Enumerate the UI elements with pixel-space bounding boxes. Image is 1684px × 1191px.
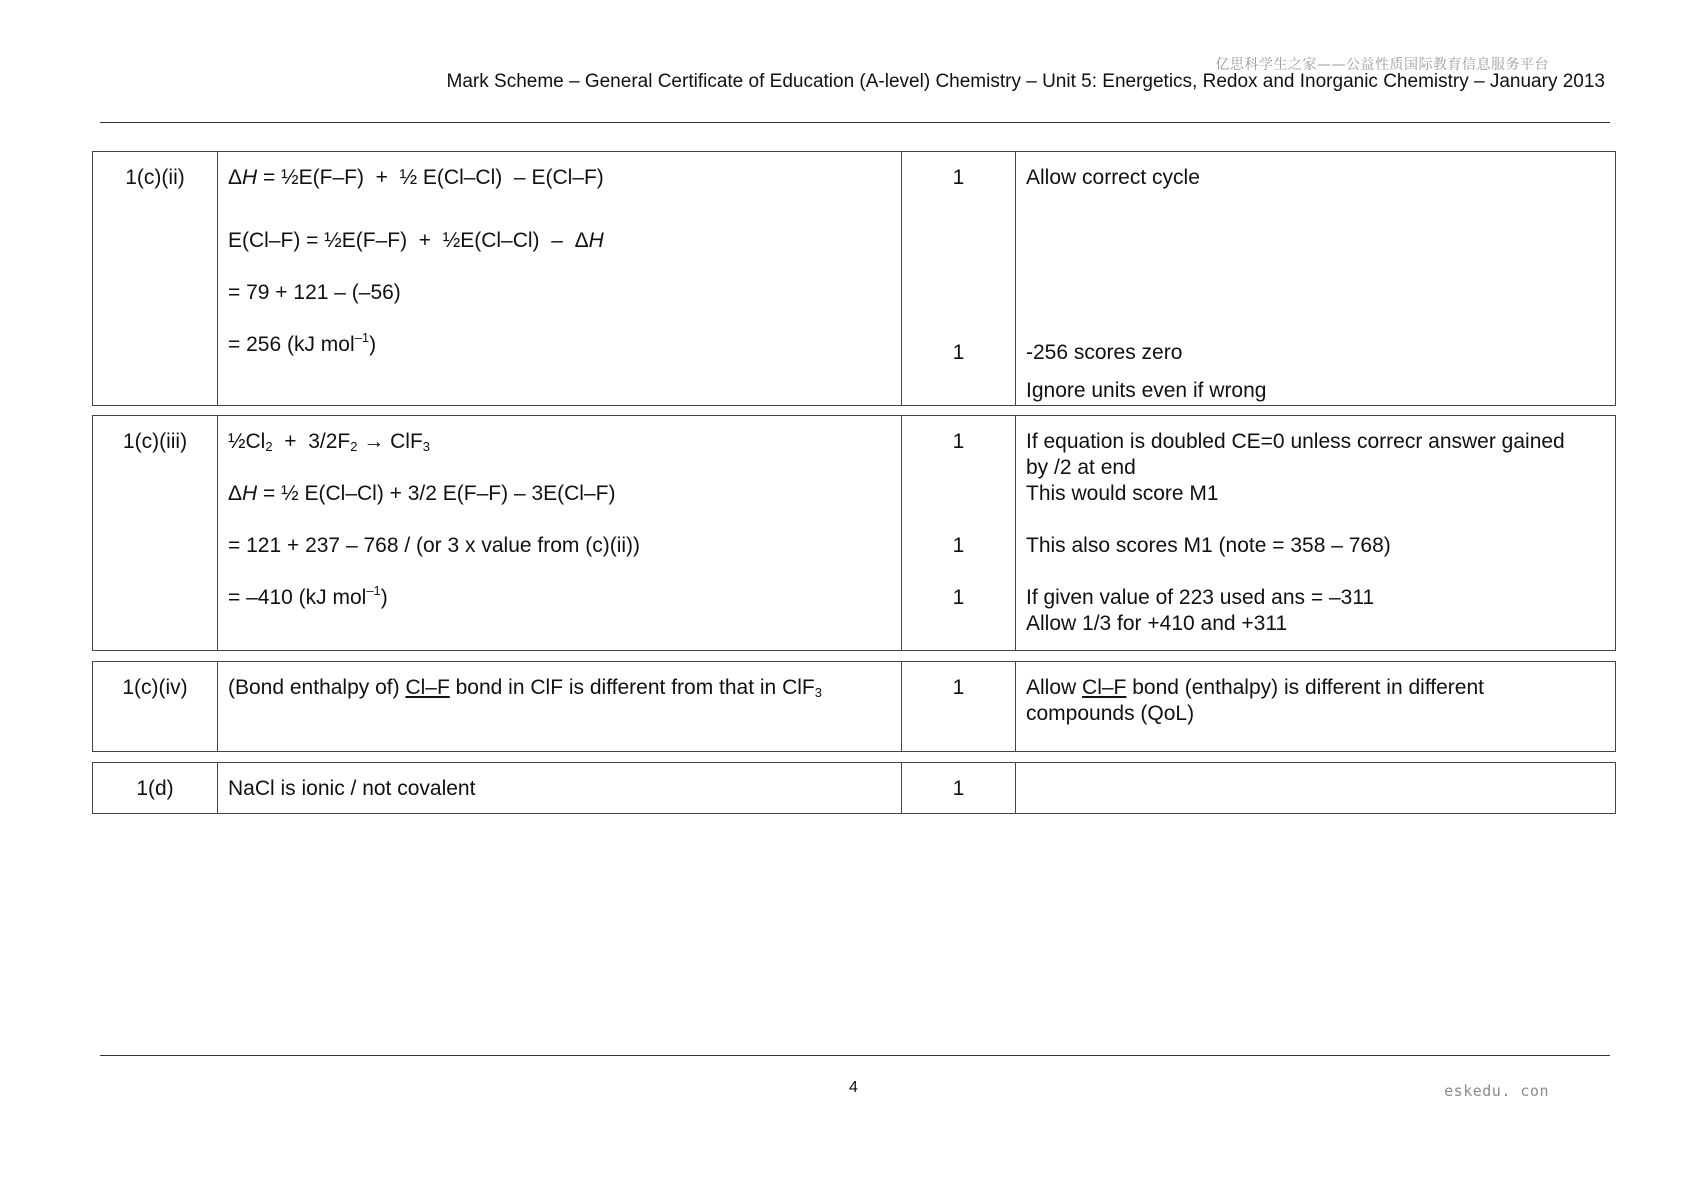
question-number: 1(d) xyxy=(136,777,174,800)
mark-scheme-table-1d xyxy=(92,762,1616,814)
marks-cell xyxy=(901,416,1015,650)
comment-line: Allow correct cycle xyxy=(1026,166,1200,189)
marks-cell xyxy=(901,763,1015,813)
watermark-top: 亿思科学生之家——公益性质国际教育信息服务平台 xyxy=(1215,57,1549,73)
question-number: 1(c)(iii) xyxy=(122,430,188,453)
watermark-bottom: eskedu. con xyxy=(1444,1082,1549,1100)
mark-value: 1 xyxy=(952,586,965,609)
page-header-title: Mark Scheme – General Certificate of Education (A-level) Chemistry – Unit 5: Energetics, Redox and Inorganic Chemistry – January 2013 xyxy=(446,71,1605,92)
comment-line: This also scores M1 (note = 358 – 768) xyxy=(1026,534,1391,557)
footer-divider xyxy=(100,1055,1610,1056)
question-number: 1(c)(ii) xyxy=(125,166,185,189)
answer-line: ΔH = ½E(F–F) + ½ E(Cl–Cl) – E(Cl–F) xyxy=(228,166,604,189)
mark-value: 1 xyxy=(952,676,965,699)
comments-cell xyxy=(1015,152,1615,405)
mark-scheme-table-1c-iii xyxy=(92,415,1616,651)
comments-cell xyxy=(1015,763,1615,813)
comment-line: -256 scores zero xyxy=(1026,341,1183,364)
comments-cell xyxy=(1015,416,1615,650)
comment-line: This would score M1 xyxy=(1026,482,1219,505)
marks-cell xyxy=(901,662,1015,751)
question-number: 1(c)(iv) xyxy=(122,676,188,699)
mark-value: 1 xyxy=(952,430,965,453)
mark-scheme-table-1c-ii xyxy=(92,151,1616,406)
comments-cell xyxy=(1015,662,1615,751)
header-divider xyxy=(100,122,1610,123)
comment-line: Allow Cl–F bond (enthalpy) is different in different xyxy=(1026,676,1484,699)
answer-cell xyxy=(217,763,901,813)
comment-line: Ignore units even if wrong xyxy=(1026,379,1267,402)
answer-line: = –410 (kJ mol$^{-1}$) xyxy=(228,583,388,609)
answer-cell xyxy=(217,152,901,405)
comment-line: If equation is doubled CE=0 unless correcr answer gained xyxy=(1026,430,1565,453)
answer-cell xyxy=(217,416,901,650)
mark-value: 1 xyxy=(952,166,965,189)
mark-value: 1 xyxy=(952,534,965,557)
answer-line: (Bond enthalpy of) Cl–F bond in ClF is different from that in ClF$_3$ xyxy=(228,676,822,700)
answer-line: $\frac{1}{2}Cl_2 + 3/2F_2 \to ClF_3$ xyxy=(228,430,431,454)
comment-line: compounds (QoL) xyxy=(1026,702,1195,725)
answer-line: = 121 + 237 – 768 / (or 3 x value from (c)(ii)) xyxy=(228,534,641,557)
answer-cell xyxy=(217,662,901,751)
mark-value: 1 xyxy=(952,777,965,800)
answer-line: = 256 (kJ mol$^{-1}$) xyxy=(228,330,377,356)
mark-scheme-table-1c-iv xyxy=(92,661,1616,752)
marks-cell xyxy=(901,152,1015,405)
comment-line: If given value of 223 used ans = –311 xyxy=(1026,586,1375,609)
answer-line: NaCl is ionic / not covalent xyxy=(228,777,476,800)
answer-line: ΔH = ½ E(Cl–Cl) + 3/2 E(F–F) – 3E(Cl–F) xyxy=(228,482,616,505)
comment-line: Allow 1/3 for +410 and +311 xyxy=(1026,612,1288,635)
answer-line: = 79 + 121 – (–56) xyxy=(228,281,401,304)
mark-value: 1 xyxy=(952,341,965,364)
comment-line: by /2 at end xyxy=(1026,456,1136,479)
answer-line: E(Cl–F) = ½E(F–F) + ½E(Cl–Cl) – ΔH xyxy=(228,229,604,252)
page-number: 4 xyxy=(849,1079,858,1096)
